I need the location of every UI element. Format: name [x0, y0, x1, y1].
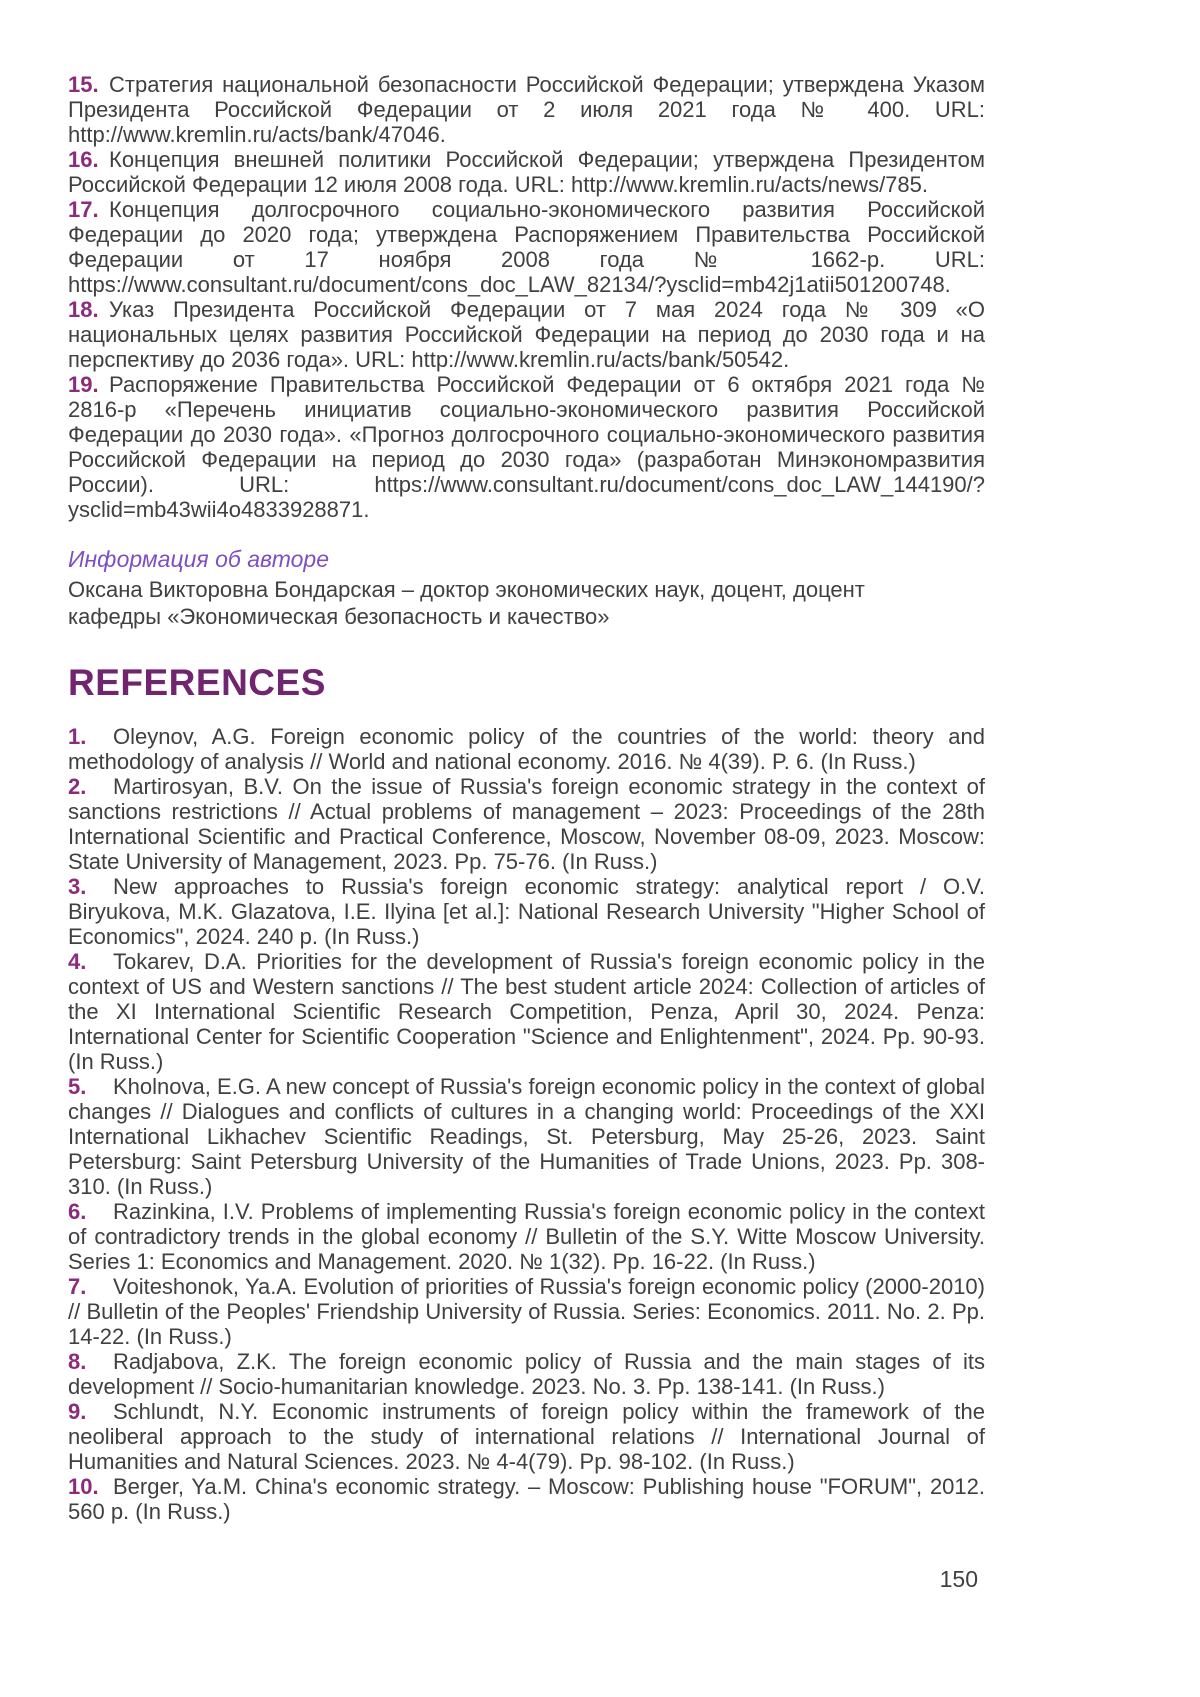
reference-text: Указ Президента Российской Федерации от 7 мая 2024 года № 309 «О национальных целях развития Российской Федерации на период до 2030 года и на перспективу до 2036 года». URL: http://www.kremlin.ru/acts/bank/50542. — [68, 297, 985, 372]
reference-item — [68, 1199, 985, 1274]
reference-text: Концепция внешней политики Российской Федерации; утверждена Президентом Российской Федерации 12 июля 2008 года. URL: http://www.kremlin.ru/acts/news/785. — [68, 147, 985, 197]
reference-text: Voiteshonok, Ya.A. Evolution of priorities of Russia's foreign economic policy (2000-2010) // Bulletin of the Peoples' Friendship University of Russia. Series: Economics. 2011. No. 2. Pp. 14-22. (In Russ.) — [68, 1274, 985, 1349]
reference-item — [68, 1074, 985, 1199]
reference-text: Martirosyan, B.V. On the issue of Russia's foreign economic strategy in the context of sanctions restrictions // Actual problems of management – 2023: Proceedings of the 28th International Scientific and Practical Conference, Moscow, November 08-09, 2023. Moscow: State University of Management, 2023. Pp. 75-76. (In Russ.) — [68, 774, 985, 874]
references-page-content — [68, 72, 985, 1524]
reference-item — [68, 724, 985, 774]
reference-number: 7. — [68, 1274, 87, 1299]
reference-item — [68, 874, 985, 949]
reference-number: 16. — [68, 147, 99, 172]
reference-number: 4. — [68, 949, 87, 974]
reference-text: Kholnova, E.G. A new concept of Russia's foreign economic policy in the context of global changes // Dialogues and conflicts of cultures in a changing world: Proceedings of the XXI International Likhachev Scientific Readings, St. Petersburg, May 25-26, 2023. Saint Petersburg: Saint Petersburg University of the Humanities of Trade Unions, 2023. Pp. 308-310. (In Russ.) — [68, 1074, 985, 1199]
reference-text: Стратегия национальной безопасности Российской Федерации; утверждена Указом Президента Российской Федерации от 2 июля 2021 года № 400. URL: http://www.kremlin.ru/acts/bank/47046. — [68, 72, 985, 147]
page-number: 150 — [939, 1566, 978, 1592]
reference-text: Radjabova, Z.K. The foreign economic policy of Russia and the main stages of its development // Socio-humanitarian knowledge. 2023. No. 3. Pp. 138-141. (In Russ.) — [68, 1349, 985, 1399]
reference-text: Schlundt, N.Y. Economic instruments of foreign policy within the framework of the neoliberal approach to the study of international relations // International Journal of Humanities and Natural Sciences. 2023. № 4-4(79). Pp. 98-102. (In Russ.) — [68, 1399, 985, 1474]
reference-text: Tokarev, D.A. Priorities for the development of Russia's foreign economic policy in the context of US and Western sanctions // The best student article 2024: Collection of articles of the XI International Scientific Research Competition, Penza, April 30, 2024. Penza: International Center for Scientific Cooperation "Science and Enlightenment", 2024. Pp. 90-93. (In Russ.) — [68, 949, 985, 1074]
english-references-list — [68, 724, 985, 1524]
reference-number: 8. — [68, 1349, 87, 1374]
author-info-heading: Информация об авторе — [68, 546, 330, 572]
reference-text: Концепция долгосрочного социально-экономического развития Российской Федерации до 2020 года; утверждена Распоряжением Правительства Российской Федерации от 17 ноября 2008 года № 1662-р. URL: https://www.consultant.ru/document/cons_doc_LAW_82134/?ysclid=mb42j1atii501200748. — [68, 197, 985, 297]
reference-text: Oleynov, A.G. Foreign economic policy of the countries of the world: theory and methodology of analysis // World and national economy. 2016. № 4(39). P. 6. (In Russ.) — [68, 724, 985, 774]
reference-item — [68, 1474, 985, 1524]
reference-item — [68, 774, 985, 874]
reference-item — [68, 949, 985, 1074]
reference-number: 3. — [68, 874, 87, 899]
reference-text: Распоряжение Правительства Российской Федерации от 6 октября 2021 года № 2816-р «Перечень инициатив социально-экономического развития Российской Федерации до 2030 года». «Прогноз долгосрочного социально-экономического развития Российской Федерации на период до 2030 года» (разработан Минэкономразвития России). URL: https://www.consultant.ru/document/cons_doc_LAW_144190/?ysclid=mb43wii4o4833928871. — [68, 372, 985, 522]
reference-number: 10. — [68, 1474, 99, 1499]
reference-item — [68, 372, 985, 522]
reference-number: 2. — [68, 774, 87, 799]
reference-item — [68, 72, 985, 147]
reference-text: Berger, Ya.M. China's economic strategy. – Moscow: Publishing house "FORUM", 2012. 560 p. (In Russ.) — [68, 1474, 985, 1524]
reference-text: New approaches to Russia's foreign economic strategy: analytical report / O.V. Biryukova, M.K. Glazatova, I.E. Ilyina [et al.]: National Research University "Higher School of Economics", 2024. 240 p. (In Russ.) — [68, 874, 985, 949]
author-info-text: Оксана Викторовна Бондарская – доктор экономических наук, доцент, доцент кафедры «Экономическая безопасность и качество» — [68, 577, 865, 629]
reference-number: 18. — [68, 297, 99, 322]
reference-number: 9. — [68, 1399, 87, 1424]
reference-number: 15. — [68, 72, 99, 97]
reference-number: 1. — [68, 724, 87, 749]
reference-item — [68, 1274, 985, 1349]
references-heading: REFERENCES — [68, 662, 326, 703]
reference-item — [68, 297, 985, 372]
reference-number: 5. — [68, 1074, 87, 1099]
reference-number: 6. — [68, 1199, 87, 1224]
reference-item — [68, 1349, 985, 1399]
reference-number: 19. — [68, 372, 99, 397]
reference-item — [68, 1399, 985, 1474]
reference-item — [68, 147, 985, 197]
russian-references-list — [68, 72, 985, 522]
reference-item — [68, 197, 985, 297]
reference-text: Razinkina, I.V. Problems of implementing Russia's foreign economic policy in the context of contradictory trends in the global economy // Bulletin of the S.Y. Witte Moscow University. Series 1: Economics and Management. 2020. № 1(32). Pp. 16-22. (In Russ.) — [68, 1199, 985, 1274]
reference-number: 17. — [68, 197, 99, 222]
